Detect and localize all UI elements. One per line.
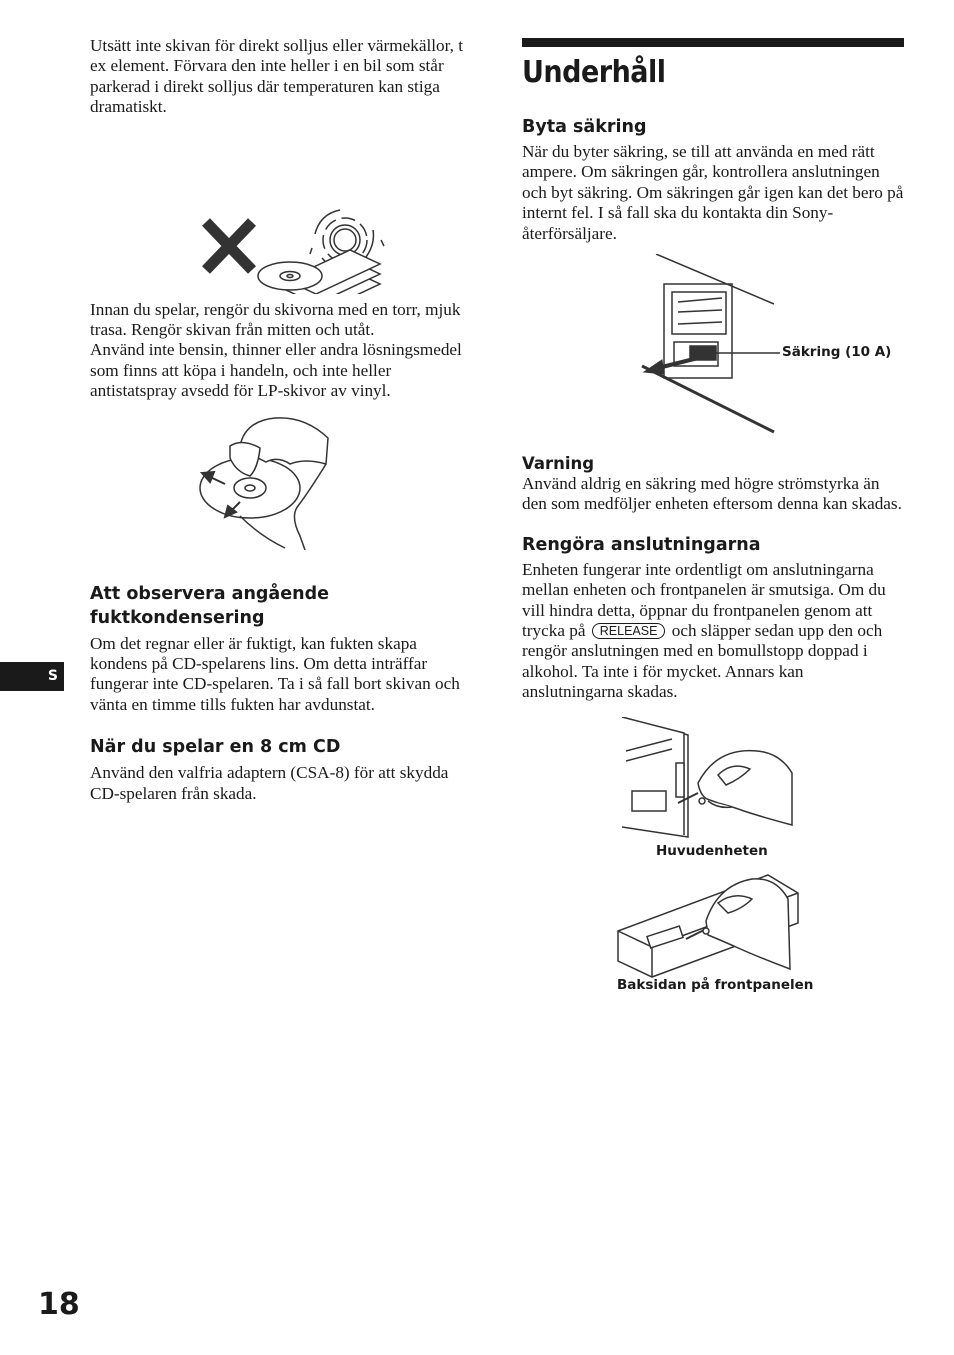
illustration-wiping-disc [90,406,474,566]
heading-8cm-cd: När du spelar en 8 cm CD [90,737,341,758]
page-title: Underhåll [522,55,666,90]
language-tab: S [0,662,64,691]
connector-icon [632,791,666,811]
heading-replace-fuse: Byta säkring [522,117,647,137]
heading-condensation: Att observera angående fuktkondensering [90,583,329,628]
disc-icon [258,262,322,290]
paragraph-heat-warning: Utsätt inte skivan för direkt solljus eller värmekällor, t ex element. Förvara den inte heller i en bil som står parkerad i direkt solljus där temperaturen kan stiga dramatiskt. [90,36,464,117]
illustration-no-sunlight [90,122,474,294]
paragraph-replace-fuse: När du byter säkring, se till att använda en med rätt ampere. Om säkringen går, kontrollera anslutningen och byt säkring. Om säkringen går igen kan det bero på internt fel. I så fall ska du kontakta din Sony-återförsäljare. [522,142,904,243]
paragraph-condensation: Om det regnar eller är fuktigt, kan fukten skapa kondens på CD-spelarens lins. Om detta inträffar fungerar inte CD-spelaren. Ta i så fall bort skivan och vänta en timme tills fukten har avdunstat. [90,633,460,714]
hand-icon [698,750,792,824]
page-number: 18 [38,1287,80,1322]
cross-icon [206,222,252,270]
section-rule [522,38,904,47]
release-key-label: RELEASE [592,623,666,639]
caption-front-panel: Baksidan på frontpanelen [617,976,814,993]
paragraph-clean-connectors [522,560,904,703]
left-column [90,36,474,804]
fuse-label: Säkring (10 A) [782,344,892,361]
heading-clean-connectors: Rengöra anslutningarna [522,534,761,555]
paragraph-8cm-cd: Använd den valfria adaptern (CSA-8) för att skydda CD-spelaren från skada. [90,763,449,803]
caption-main-unit: Huvudenheten [656,842,768,859]
paragraph-clean-connectors-after: och släpper sedan upp den och rengör anslutningen med en bomullstopp doppad i alkohol. Ta inte i för mycket. Annars kan anslutningarna skadas. [522,621,883,702]
fuse-figure [522,254,904,444]
hand-icon [706,879,790,969]
front-panel-figure [522,873,904,1003]
right-column [522,38,904,1003]
paragraph-clean-connectors-before: Enheten fungerar inte ordentligt om anslutningarna mellan enheten och frontpanelen är smutsiga. Om du vill hindra detta, öppnar du frontpanelen genom att trycka på [522,559,886,641]
paragraph-solvents: Använd inte bensin, thinner eller andra lösningsmedel som finns att köpa i handeln, och inte heller antistatspray avsedd för LP-skivor av vinyl. [90,340,462,401]
main-unit-figure [522,717,904,857]
heading-warning: Varning [522,454,595,474]
paragraph-cleaning: Innan du spelar, rengör du skivorna med en torr, mjuk trasa. Rengör skivan från mitten och utåt. [90,299,461,340]
paragraph-warning: Använd aldrig en säkring med högre strömstyrka än den som medföljer enheten eftersom denna kan skadas. [522,474,902,514]
